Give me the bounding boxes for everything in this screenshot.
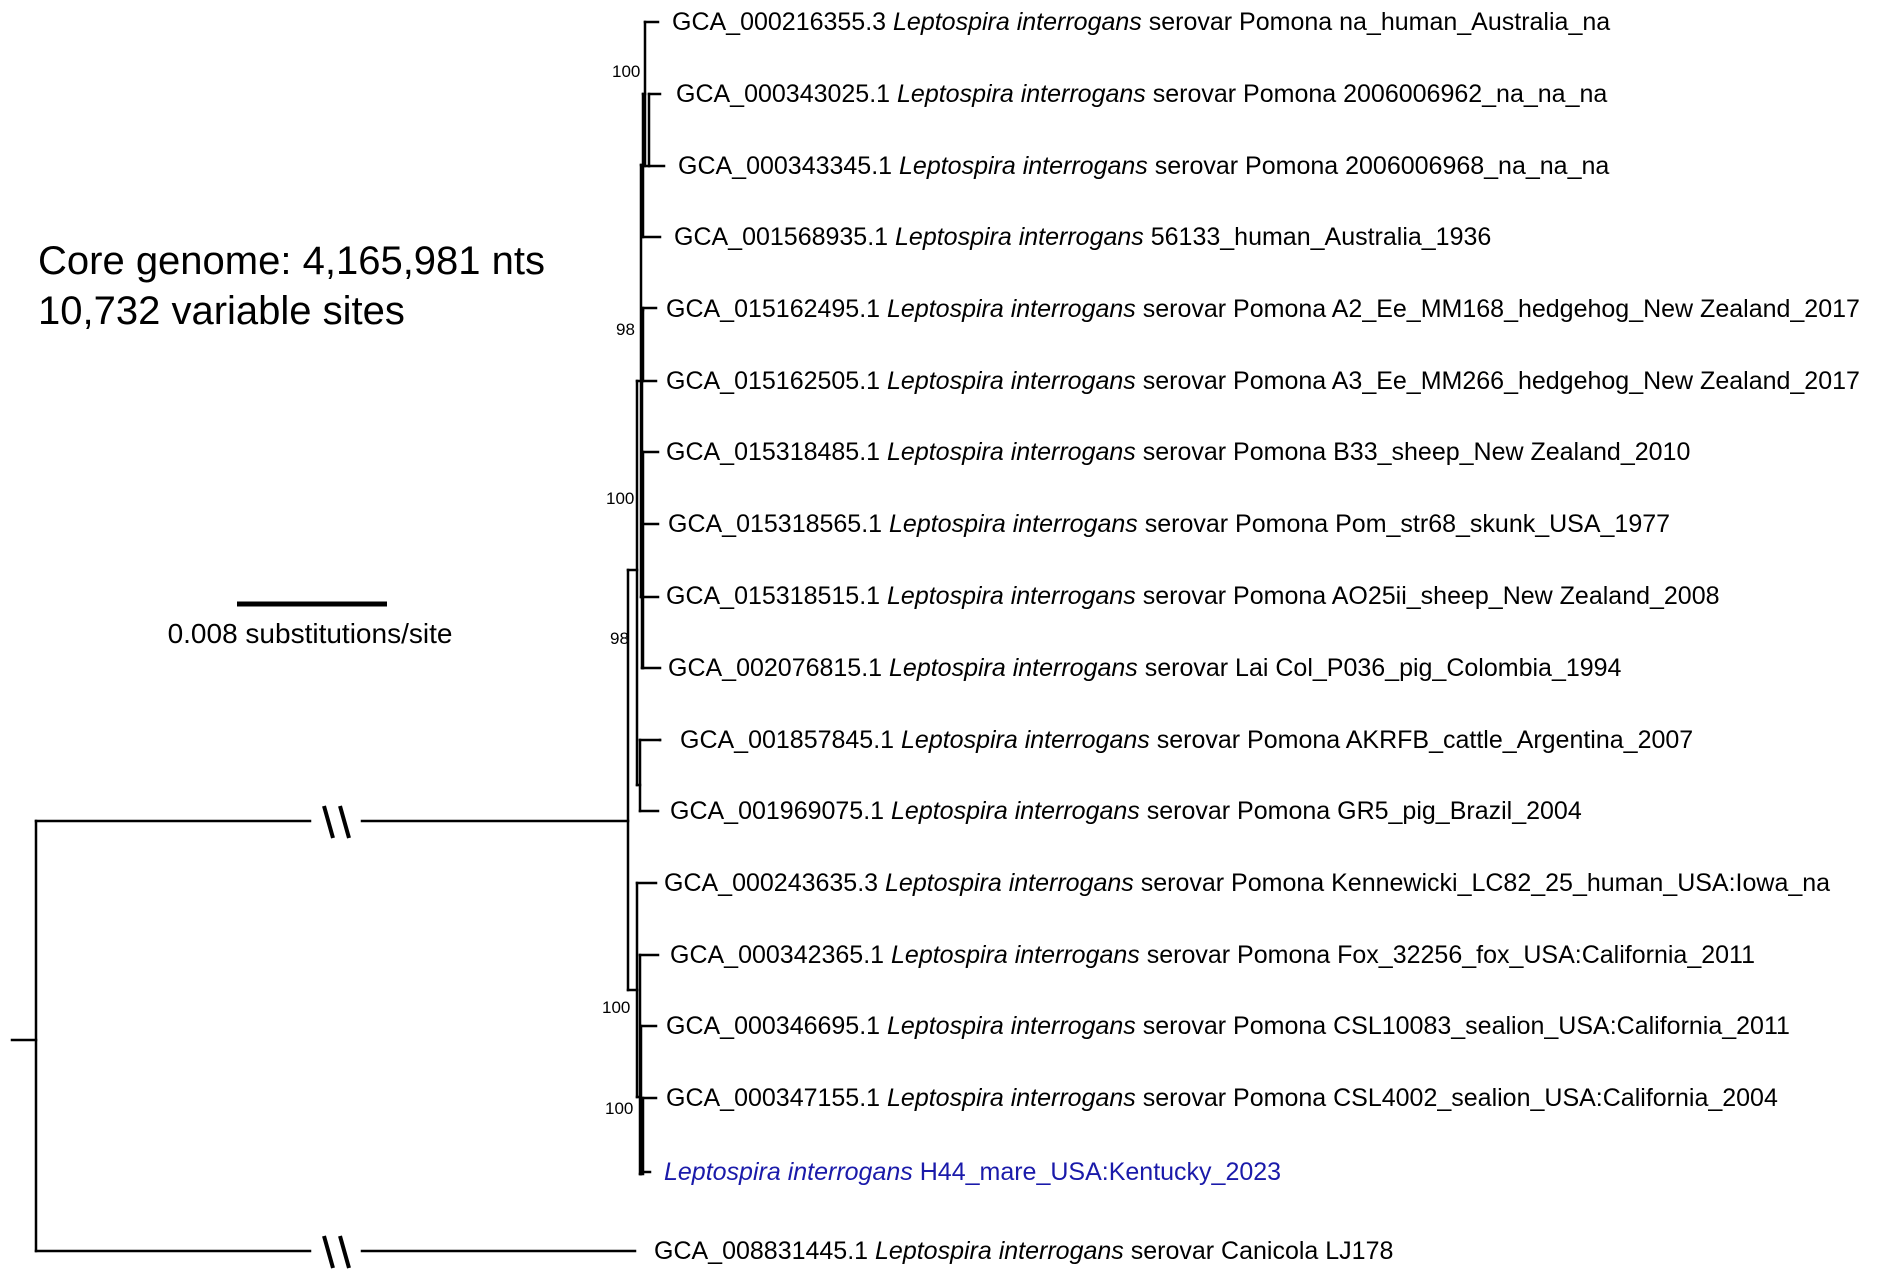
tip-label: GCA_000343345.1 Leptospira interrogans serovar Pomona 2006006968_na_na_na (678, 152, 1610, 180)
tip-label: GCA_000216355.3 Leptospira interrogans serovar Pomona na_human_Australia_na (672, 8, 1611, 36)
variable-sites-label: 10,732 variable sites (38, 289, 405, 333)
tip-label: GCA_015162495.1 Leptospira interrogans serovar Pomona A2_Ee_MM168_hedgehog_New Zealand_2017 (666, 295, 1860, 323)
core-genome-label: Core genome: 4,165,981 nts (38, 239, 546, 283)
tip-label: GCA_002076815.1 Leptospira interrogans serovar Lai Col_P036_pig_Colombia_1994 (668, 654, 1622, 682)
bootstrap-value: 100 (605, 1099, 634, 1118)
break-mark (324, 806, 333, 838)
scale-bar-label: 0.008 substitutions/site (167, 618, 453, 649)
tip-label: GCA_015318515.1 Leptospira interrogans serovar Pomona AO25ii_sheep_New Zealand_2008 (666, 582, 1720, 610)
tip-label: GCA_015162505.1 Leptospira interrogans serovar Pomona A3_Ee_MM266_hedgehog_New Zealand_2017 (666, 367, 1860, 395)
tip-label: GCA_015318565.1 Leptospira interrogans serovar Pomona Pom_str68_skunk_USA_1977 (668, 510, 1671, 538)
tip-label: GCA_001568935.1 Leptospira interrogans 56133_human_Australia_1936 (674, 223, 1492, 251)
tip-label: GCA_000343025.1 Leptospira interrogans serovar Pomona 2006006962_na_na_na (676, 80, 1608, 108)
break-mark (324, 1236, 333, 1268)
bootstrap-value: 100 (612, 62, 641, 81)
bootstrap-value: 98 (610, 629, 629, 648)
break-mark (340, 806, 349, 838)
tip-label: GCA_000346695.1 Leptospira interrogans serovar Pomona CSL10083_sealion_USA:California_2011 (666, 1012, 1790, 1040)
bootstrap-value: 100 (602, 998, 631, 1017)
tip-label-highlighted: Leptospira interrogans H44_mare_USA:Kentucky_2023 (664, 1158, 1282, 1186)
tip-label: GCA_000243635.3 Leptospira interrogans serovar Pomona Kennewicki_LC82_25_human_USA:Iowa_na (664, 869, 1831, 897)
tip-label-outgroup: GCA_008831445.1 Leptospira interrogans serovar Canicola LJ178 (654, 1237, 1394, 1265)
break-mark (340, 1236, 349, 1268)
tip-label: GCA_001969075.1 Leptospira interrogans serovar Pomona GR5_pig_Brazil_2004 (670, 797, 1582, 825)
tip-label: GCA_001857845.1 Leptospira interrogans serovar Pomona AKRFB_cattle_Argentina_2007 (680, 726, 1694, 754)
bootstrap-value: 98 (616, 320, 635, 339)
genome-summary (38, 236, 545, 336)
tip-label: GCA_015318485.1 Leptospira interrogans serovar Pomona B33_sheep_New Zealand_2010 (666, 438, 1691, 466)
tip-label: GCA_000342365.1 Leptospira interrogans serovar Pomona Fox_32256_fox_USA:California_2011 (670, 941, 1755, 969)
bootstrap-value: 100 (606, 489, 635, 508)
tip-label: GCA_000347155.1 Leptospira interrogans serovar Pomona CSL4002_sealion_USA:California_2004 (666, 1084, 1778, 1112)
